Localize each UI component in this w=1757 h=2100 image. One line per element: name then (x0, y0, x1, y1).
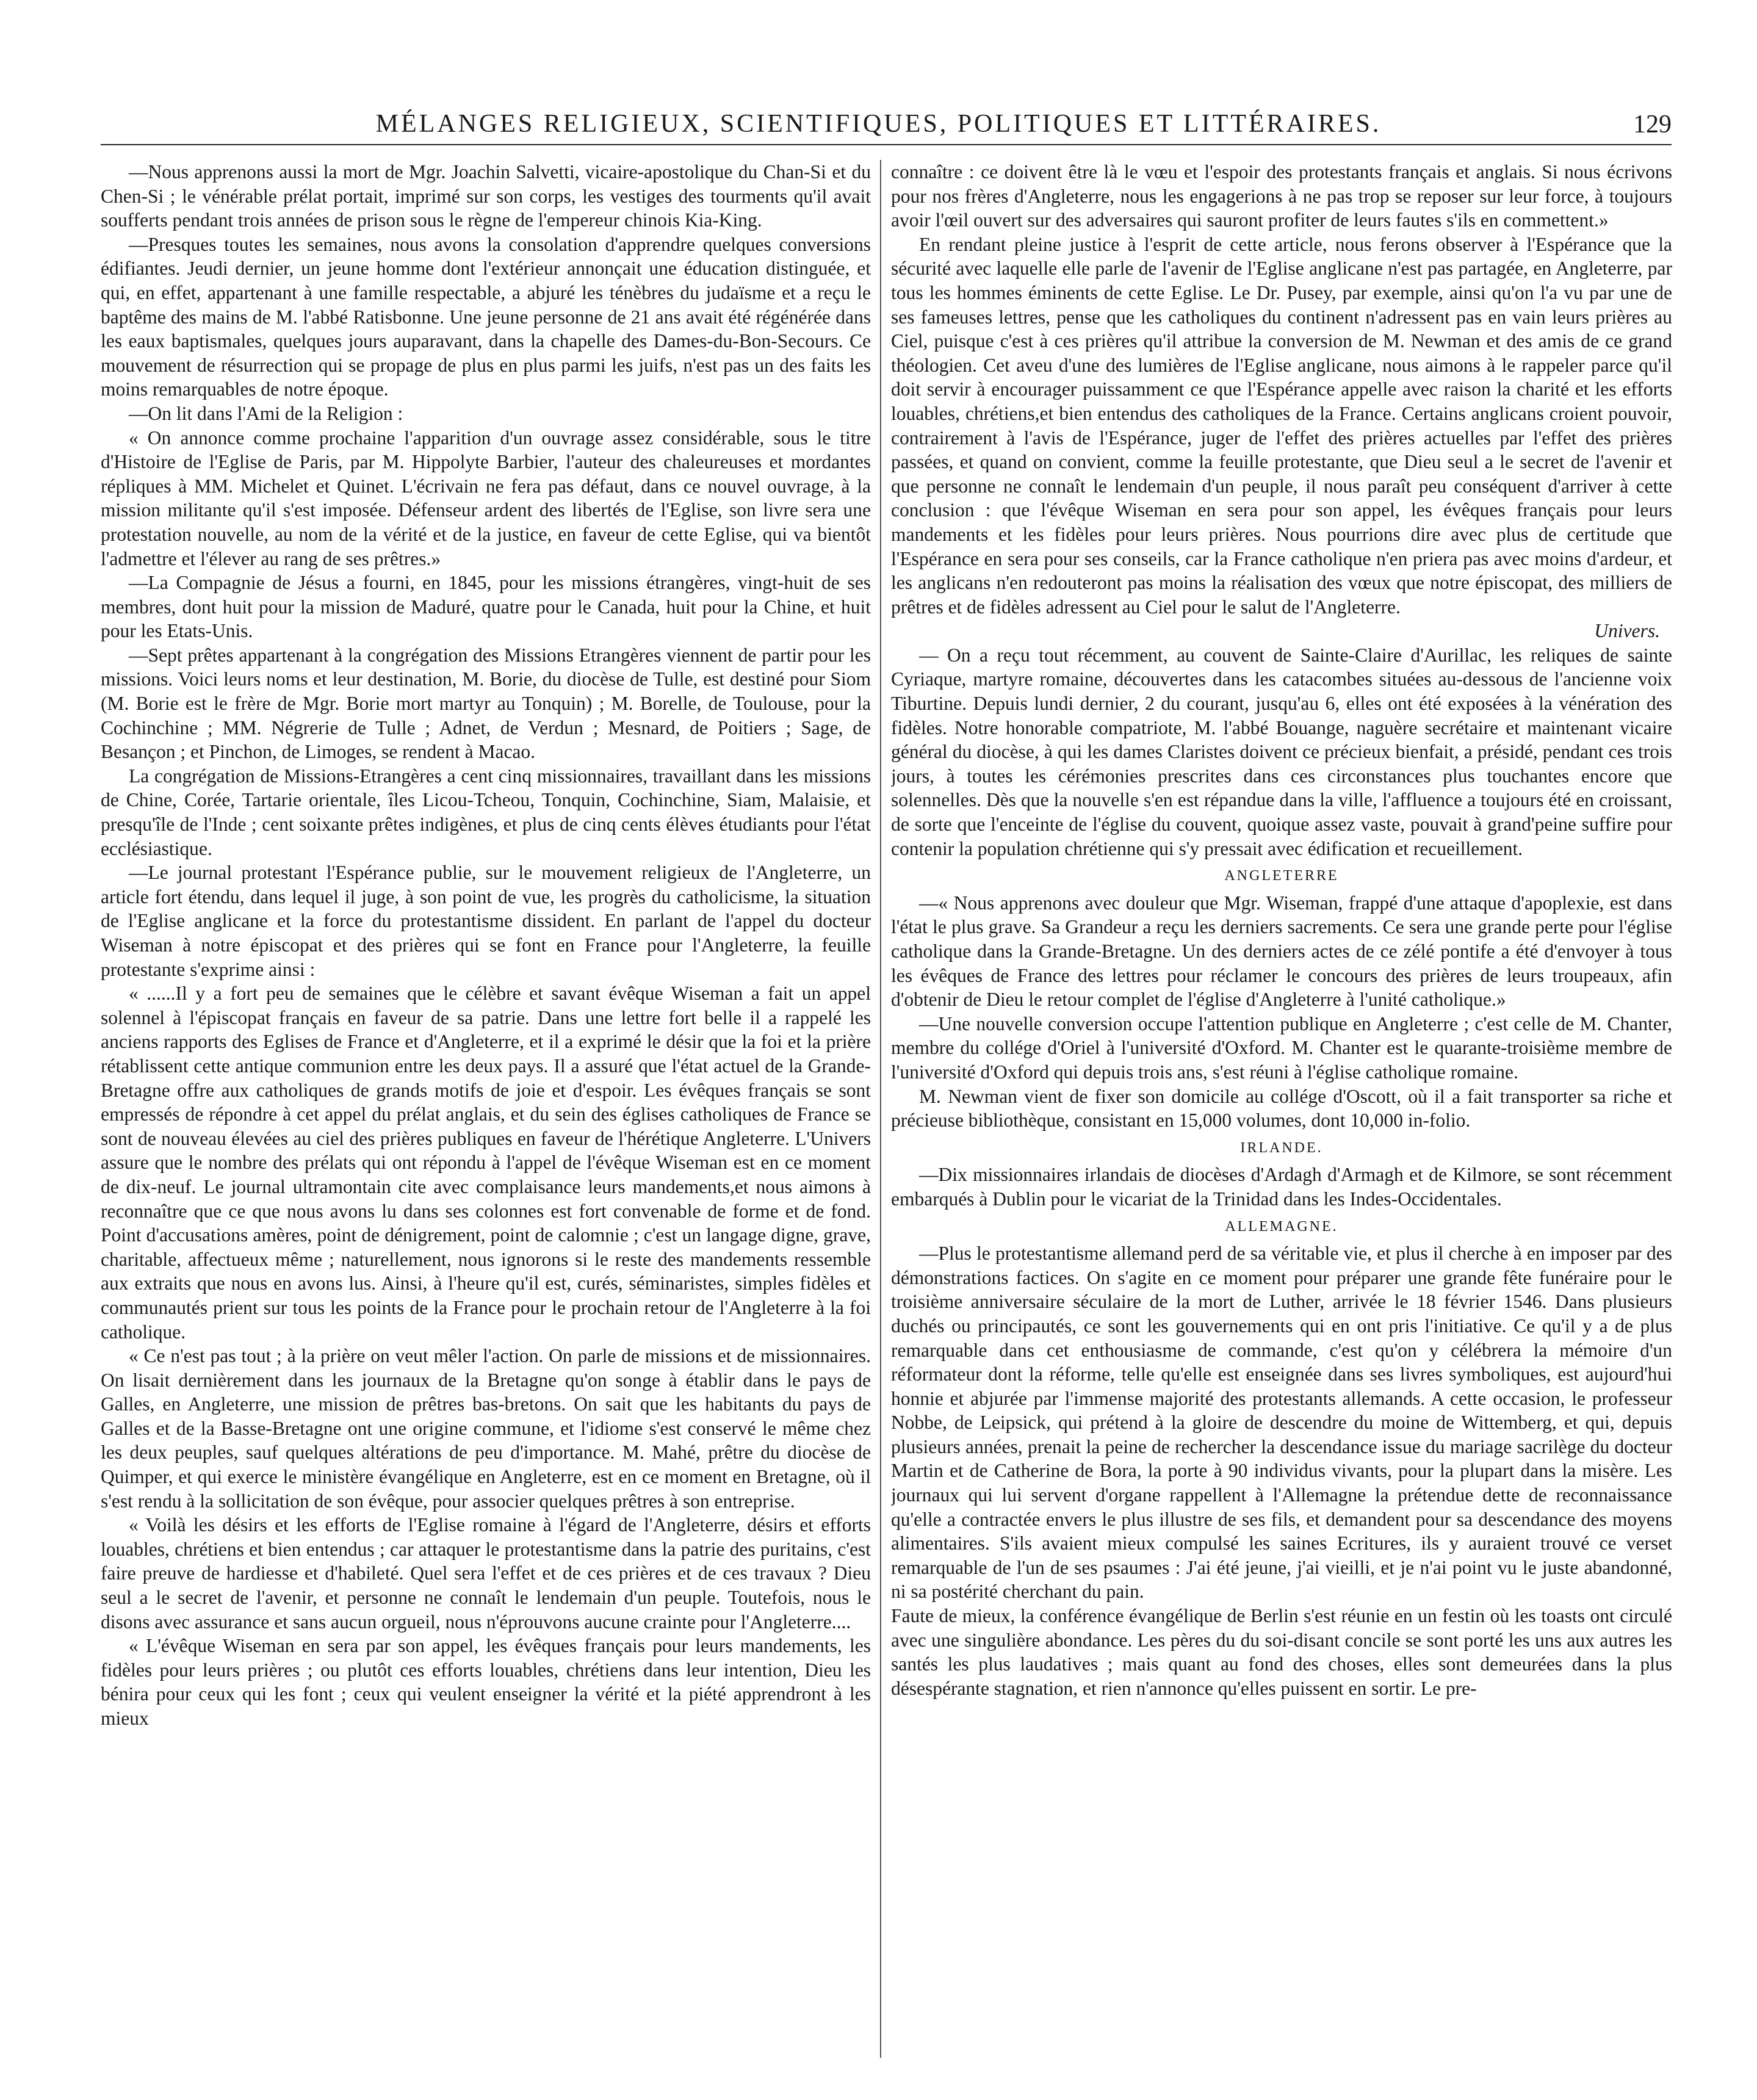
left-column (101, 160, 871, 2058)
paragraph: —Le journal protestant l'Espérance publie, sur le mouvement religieux de l'Angleterre, un article fort étendu, dans lequel il juge, à son point de vue, les progrès du catholicisme, la situation de l'Eglise anglicane et la force du protestantisme dissident. En parlant de l'appel du docteur Wiseman à notre épiscopat et des prières qui se font en France pour l'Angleterre, la feuille protestante s'exprime ainsi : (101, 862, 871, 980)
page-header (79, 103, 1678, 145)
paragraph: « L'évêque Wiseman en sera par son appel, les évêques français pour leurs mandements, les fidèles pour leurs prières ; ou plutôt ces efforts louables, chrétiens dans leur intention, Dieu les bénira pour ceux qui les font ; ceux qui veulent enseigner la vérité et la piété apprendront à les mieux (101, 1635, 871, 1729)
paragraph: En rendant pleine justice à l'esprit de cette article, nous ferons observer à l'Espérance que la sécurité avec laquelle elle parle de l'avenir de l'Eglise anglicane n'est pas partagée, en Angleterre, par tous les hommes éminents de cette Eglise. Le Dr. Pusey, par exemple, ainsi qu'on l'a vu par une de ses fameuses lettres, pense que les catholiques du continent n'adressent pas en vain leurs prières au Ciel, puisque c'est à ces prières qu'il attribue la conversion de M. Newman et des amis de ce grand théologien. Cet aveu d'une des lumières de l'Eglise anglicane, nous aimons à le rappeler parce qu'il doit servir à encourager puissamment ce que l'Espérance appelle avec raison la charité et les efforts louables, chrétiens,et bien entendus des catholiques de la France. Certains anglicans croient pouvoir, contrairement à l'avis de l'Espérance, juger de l'effet des prières actuelles par l'effet des prières passées, et quand on convient, comme la feuille protestante, que Dieu seul a le secret de l'avenir et que personne ne connaît le lendemain d'un peuple, il nous paraît peu conséquent d'arriver à cette conclusion : que l'évêque Wiseman en sera pour son appel, les évêques français pour leurs mandements et les fidèles pour leurs prières. Nous pourrions dire avec plus de certitude que l'Espérance en sera pour ses conseils, car la France catholique n'en priera pas avec moins d'ardeur, et les anglicans n'en redouteront pas moins la réalisation des vœux que notre épiscopat, des milliers de prêtres et de fidèles adressent au Ciel pour le salut de l'Angleterre. (891, 233, 1672, 618)
running-title: MÉLANGES RELIGIEUX, SCIENTIFIQUES, POLITIQUES ET LITTÉRAIRES. (375, 110, 1382, 138)
paragraph: « Ce n'est pas tout ; à la prière on veut mêler l'action. On parle de missions et de missionnaires. On lisait dernièrement dans les journaux de la Bretagne qu'on songe à établir dans le pays de Galles, en Angleterre, une mission de prêtres bas-bretons. On sait que les habitants du pays de Galles et de la Basse-Bretagne ont une origine commune, et l'idiome s'est conservé le même chez les deux peuples, sauf quelques altérations de peu d'importance. M. Mahé, prêtre du diocèse de Quimper, et qui exerce le ministère évangélique en Angleterre, est en ce moment en Bretagne, où il s'est rendu à la sollicitation de son évêque, pour associer quelques prêtres à son entreprise. (101, 1345, 871, 1512)
paragraph: —On lit dans l'Ami de la Religion : (129, 402, 403, 424)
paragraph: —Presques toutes les semaines, nous avons la consolation d'apprendre quelques conversions édifiantes. Jeudi dernier, un jeune homme dont l'extérieur annonçait une éducation distinguée, et qui, en effet, appartenant à une famille respectable, a abjuré les ténèbres du judaïsme et a reçu le baptême des mains de M. l'abbé Ratisbonne. Une jeune personne de 21 ans avait été régénérée dans les eaux baptismales, quelques jours auparavant, dans la chapelle des Dames-du-Bon-Secours. Ce mouvement de résurrection qui se propage de plus en plus parmi les juifs, n'est pas un des faits les moins remarquables de notre époque. (101, 233, 871, 400)
header-rule (101, 144, 1672, 145)
paragraph: « Voilà les désirs et les efforts de l'Eglise romaine à l'égard de l'Angleterre, désirs et efforts louables, chrétiens et bien entendus ; car attaquer le protestantisme dans la patrie des puritains, c'est faire preuve de hardiesse et d'habileté. Quel sera l'effet et de ces prières et de ces travaux ? Dieu seul a le secret de l'avenir, et personne ne connaît le lendemain d'un peuple. Toutefois, nous le disons avec assurance et sans aucun orgueil, nous n'éprouvons aucune crainte pour l'Angleterre.... (101, 1514, 871, 1633)
paragraph: Faute de mieux, la conférence évangélique de Berlin s'est réunie en un festin où les toasts ont circulé avec une singulière abondance. Les pères du du soi-disant concile se sont porté les uns aux autres les santés les plus laudatives ; mais quant au fond des choses, elles sont demeurées dans la plus désespérante stagnation, et rien n'annonce qu'elles puissent en sortir. Le pre- (891, 1605, 1672, 1699)
section-heading-irlande: IRLANDE. (1240, 1139, 1323, 1156)
paragraph: La congrégation de Missions-Etrangères a cent cinq missionnaires, travaillant dans les missions de Chine, Corée, Tartarie orientale, îles Licou-Tcheou, Tonquin, Cochinchine, Siam, Malaisie, et presqu'île de l'Inde ; cent soixante prêtes indigènes, et plus de cinq cents élèves étudiants pour l'état ecclésiastique. (101, 765, 871, 859)
paragraph: « ......Il y a fort peu de semaines que le célèbre et savant évêque Wiseman a fait un appel solennel à l'épiscopat français en faveur de sa patrie. Dans une lettre fort belle il a rappelé les anciens rapports des Eglises de France et d'Angleterre, et il a exprimé le désir que la foi et la prière rétablissent cette antique communion entre les deux pays. Il a assuré que l'état actuel de la Grande-Bretagne offre aux catholiques de grands motifs de joie et d'espoir. Les évêques français se sont empressés de répondre à cet appel du prélat anglais, et du sein des églises catholiques de France se sont de nouveau élevées au ciel des prières publiques en faveur de l'hérétique Angleterre. L'Univers assure que le nombre des prélats qui ont répondu à l'appel de l'évêque Wiseman est en ce moment de dix-neuf. Le journal ultramontain cite avec complaisance leurs mandements,et nous aimons à reconnaître que ce que nous avons lu dans ses colonnes est fort convenable de forme et de fond. Point d'accusations amères, point de dénigrement, point de calomnie ; c'est un langage digne, grave, charitable, affectueux même ; naturellement, nous ignorons si le reste des mandements ressemble aux extraits que nous en avons lus. Ainsi, à l'heure qu'il est, curés, séminaristes, simples fidèles et communautés prient sur tous les points de la France pour le prochain retour de l'Angleterre à la foi catholique. (101, 983, 871, 1343)
paragraph: —Une nouvelle conversion occupe l'attention publique en Angleterre ; c'est celle de M. Chanter, membre du collége d'Oriel à l'université d'Oxford. M. Chanter est le quarante-troisième membre de l'université d'Oxford qui depuis trois ans, s'est réuni à l'église catholique romaine. (891, 1012, 1672, 1083)
source-signature: Univers. (1594, 620, 1660, 642)
paragraph: connaître : ce doivent être là le vœu et l'espoir des protestants français et anglais. Si nous écrivons pour nos frères d'Angleterre, nous les engagerions à ne pas trop se reposer sur leur force, à toujours avoir l'œil ouvert sur des adversaires qui sauront profiter de leurs fautes s'ils en commettent.» (891, 161, 1672, 231)
paragraph: —Nous apprenons aussi la mort de Mgr. Joachin Salvetti, vicaire-apostolique du Chan-Si et du Chen-Si ; le vénérable prélat portait, imprimé sur son corps, les vestiges des tourments qu'il avait soufferts pendant trois années de prison sous le règne de l'empereur chinois Kia-King. (101, 161, 871, 231)
paragraph: M. Newman vient de fixer son domicile au collége d'Oscott, où il a fait transporter sa riche et précieuse bibliothèque, consistant en 15,000 volumes, dont 10,000 in-folio. (891, 1085, 1672, 1131)
page-number: 129 (1633, 110, 1672, 139)
paragraph: —Dix missionnaires irlandais de diocèses d'Ardagh d'Armagh et de Kilmore, se sont récemment embarqués à Dublin pour le vicariat de la Trinidad dans les Indes-Occidentales. (891, 1164, 1672, 1210)
paragraph: « On annonce comme prochaine l'apparition d'un ouvrage assez considérable, sous le titre d'Histoire de l'Eglise de Paris, par M. Hippolyte Barbier, l'auteur des chaleureuses et mordantes répliques à MM. Michelet et Quinet. L'écrivain ne fera pas défaut, dans ce nouvel ouvrage, à la mission militante qu'il s'est imposée. Défenseur ardent des libertés de l'Eglise, son livre sera une protestation nouvelle, au nom de la vérité et de la justice, en faveur de cette Eglise, qui va bientôt l'admettre et l'élever au rang de ses prêtres.» (101, 427, 871, 569)
section-heading-allemagne: ALLEMAGNE. (1225, 1218, 1338, 1235)
paragraph: —Sept prêtes appartenant à la congrégation des Missions Etrangères viennent de partir pour les missions. Voici leurs noms et leur destination, M. Borie, du diocèse de Tulle, est destiné pour Siom (M. Borie est le frère de Mgr. Borie mort martyr au Tonquin) ; M. Borelle, de Toulouse, pour la Cochinchine ; MM. Négrerie de Tulle ; Adnet, de Verdun ; Mesnard, de Poitiers ; Sage, de Besançon ; et Pinchon, de Limoges, se rendent à Macao. (101, 644, 871, 763)
right-column (891, 160, 1672, 2058)
paragraph: — On a reçu tout récemment, au couvent de Sainte-Claire d'Aurillac, les reliques de sainte Cyriaque, martyre romaine, découvertes dans les catacombes situées au-dessous de l'ancienne voix Tiburtine. Depuis lundi dernier, 2 du courant, jusqu'au 6, elles ont été exposées à la vénération des fidèles. Notre honorable compatriote, M. l'abbé Bouange, naguère secrétaire et maintenant vicaire général du diocèse, à qui les dames Claristes doivent ce précieux bienfait, a présidé, pendant ces trois jours, à toutes les cérémonies prescrites dans ces circonstances plus touchantes encore que solennelles. Dès que la nouvelle s'en est répandue dans la ville, l'affluence a toujours été en croissant, de sorte que l'enceinte de l'église du couvent, quoique assez vaste, pouvait à grand'peine suffire pour contenir la population chrétienne qui s'y pressait avec édification et recueillement. (891, 644, 1672, 859)
paragraph: —« Nous apprenons avec douleur que Mgr. Wiseman, frappé d'une attaque d'apoplexie, est dans l'état le plus grave. Sa Grandeur a reçu les derniers sacrements. Ce sera une grande perte pour l'église catholique dans la Grande-Bretagne. Un des derniers actes de ce zélé pontife a été d'envoyer à tous les évêques de France des lettres pour réclamer le concours des prières de leurs troupeaux, afin d'obtenir de Dieu le retour complet de l'église d'Angleterre à l'unité catholique.» (891, 892, 1672, 1011)
paragraph: —La Compagnie de Jésus a fourni, en 1845, pour les missions étrangères, vingt-huit de ses membres, dont huit pour la mission de Maduré, quatre pour le Canada, huit pour la Chine, et huit pour les Etats-Unis. (101, 572, 871, 642)
paragraph: —Plus le protestantisme allemand perd de sa véritable vie, et plus il cherche à en imposer par des démonstrations factices. On s'agite en ce moment pour préparer une grande fête funéraire pour le troisième anniversaire séculaire de la mort de Luther, arrivée le 18 février 1546. Dans plusieurs duchés ou principautés, ce sont les gouvernements qui en ont pris l'initiative. Ce qu'il y a de plus remarquable dans cet enthousiasme de commande, c'est qu'on y célébrera la mémoire d'un réformateur dont la réforme, telle qu'elle est enseignée dans ses livres symboliques, est aujourd'hui honnie et abjurée par l'immense majorité des protestants allemands. A cette occasion, le professeur Nobbe, de Leipsick, qui prétend à la gloire de descendre du moine de Wittemberg, et qui, depuis plusieurs années, prenait la peine de rechercher la descendance issue du mariage sacrilège du docteur Martin et de Catherine de Bora, la porte à 90 individus vivants, pour la plupart dans la misère. Les journaux qui lui servent d'organe rappellent à l'Allemagne la prétendue dette de reconnaissance qu'elle a contractée envers le plus illustre de ses fils, et demandent pour sa descendance des moyens alimentaires. S'ils avaient mieux compulsé les saines Ecritures, ils y auraient trouvé ce verset remarquable de l'un de ses psaumes : J'ai été jeune, j'ai vieilli, et je n'ai point vu le juste abandonné, ni sa postérité cherchant du pain. (891, 1243, 1672, 1603)
section-heading-angleterre: ANGLETERRE (1224, 868, 1339, 884)
column-divider (880, 160, 881, 2058)
